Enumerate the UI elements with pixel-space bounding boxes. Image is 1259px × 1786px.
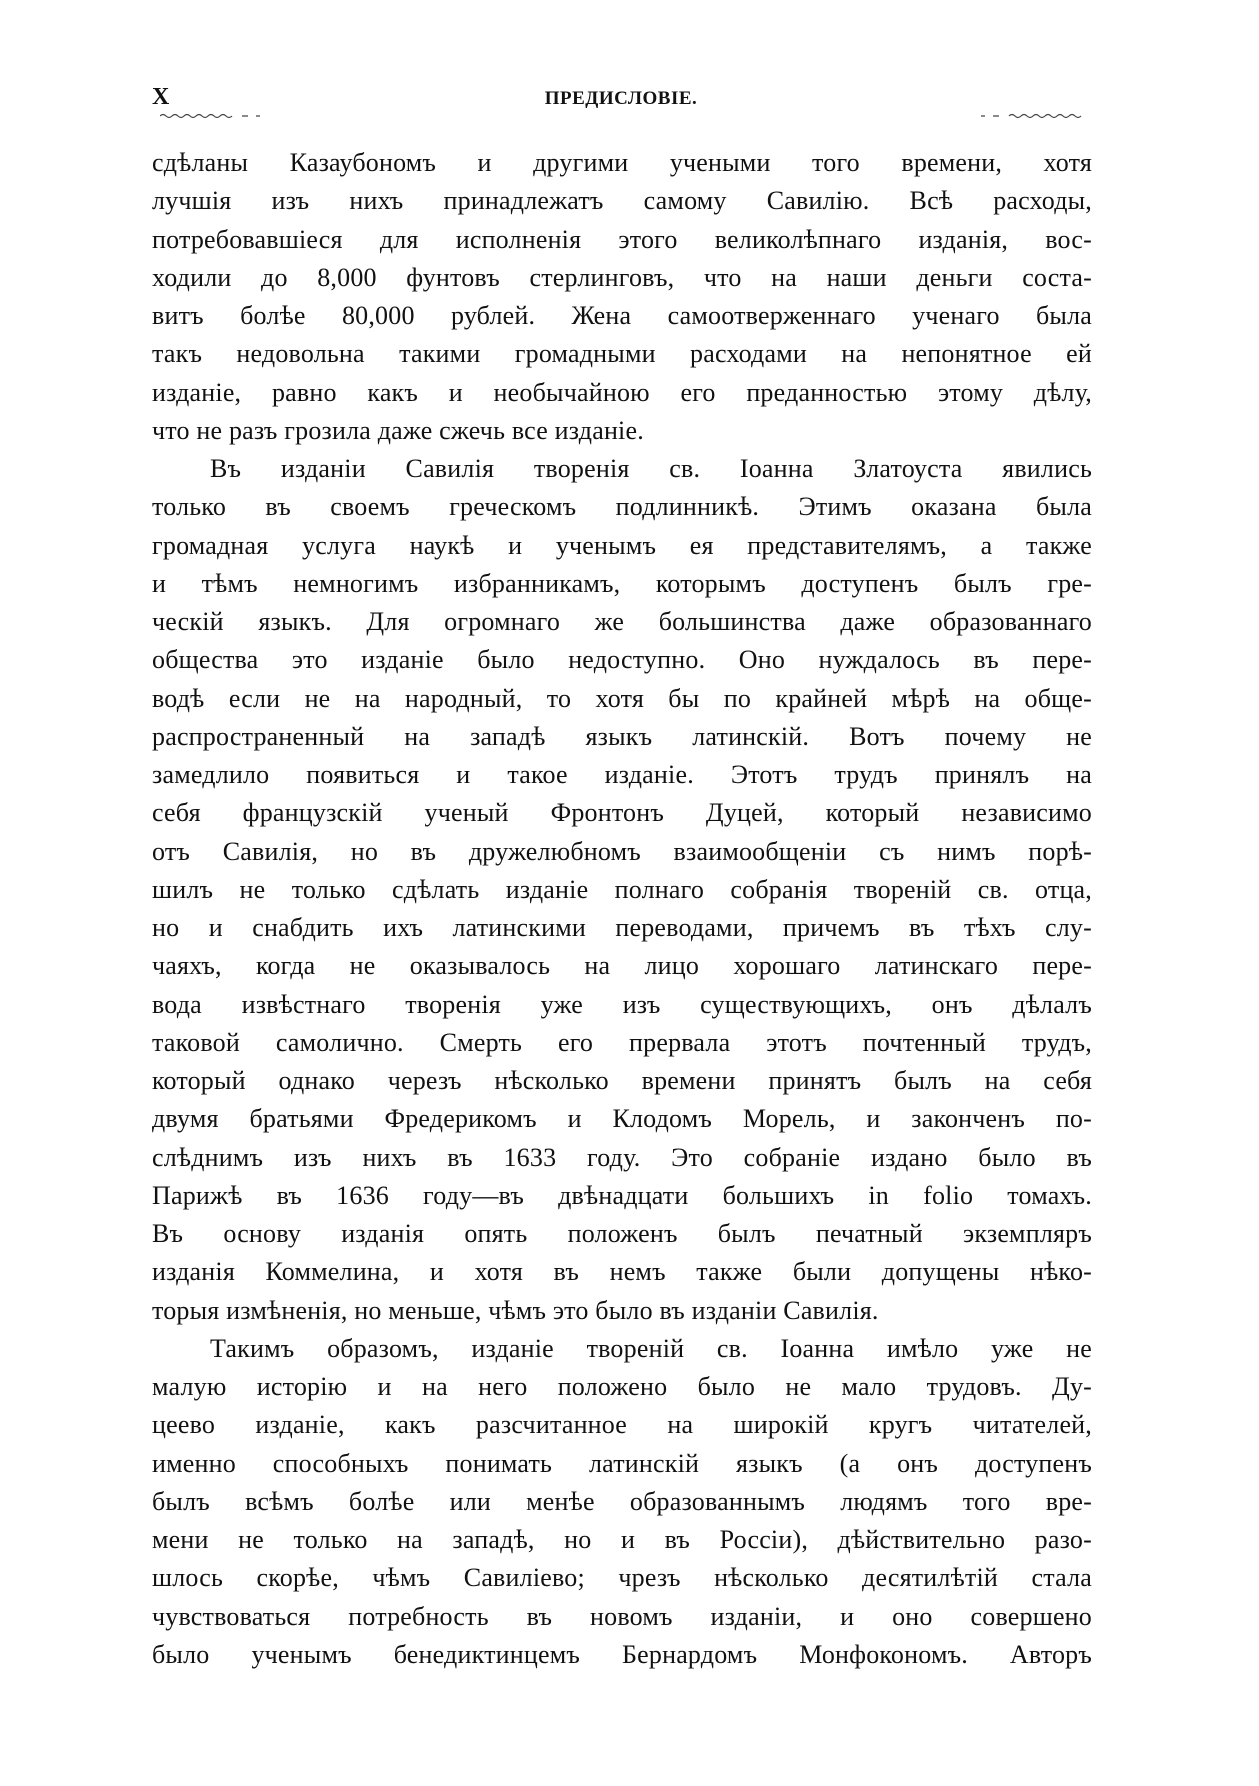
text-line: распространенный на западѣ языкъ латинскій. Вотъ почему не [152, 721, 1092, 751]
text-line: вода извѣстнаго творенія уже изъ существующихъ, онъ дѣлалъ [152, 989, 1092, 1019]
text-line: но и снабдить ихъ латинскими переводами, причемъ въ тѣхъ слу- [152, 913, 1092, 942]
header-rule-left [160, 112, 270, 120]
text-line: мени не только на западѣ, но и въ Россіи), дѣйствительно разо- [152, 1525, 1092, 1554]
text-line: который однако черезъ нѣсколько времени принятъ былъ на себя [152, 1066, 1092, 1095]
page-number: X [152, 84, 170, 110]
text-line: только въ своемъ греческомъ подлинникѣ. Этимъ оказана была [152, 492, 1092, 522]
text-line: что не разъ грозила даже сжечь все изданіе. [152, 415, 644, 445]
text-line: изданіе, равно какъ и необычайною его преданностью этому дѣлу, [152, 377, 1092, 407]
text-line: замедлило появиться и такое изданіе. Этотъ трудъ принялъ на [152, 760, 1092, 789]
text-line: именно способныхъ понимать латинскій языкъ (а онъ доступенъ [152, 1448, 1092, 1478]
text-line: было ученымъ бенедиктинцемъ Бернардомъ Монфокономъ. Авторъ [152, 1639, 1092, 1669]
text-line: громадная услуга наукѣ и ученымъ ея представителямъ, а также [152, 530, 1092, 560]
text-line: чувствоваться потребность въ новомъ изданіи, и оно совершено [152, 1601, 1092, 1631]
text-line: такъ недовольна такими громадными расходами на непонятное ей [152, 339, 1092, 369]
text-line: двумя братьями Фредерикомъ и Клодомъ Морель, и законченъ по- [152, 1104, 1092, 1134]
text-line: общества это изданіе было недоступно. Оно нуждалось въ пере- [152, 645, 1092, 675]
text-line: таковой самолично. Смерть его прервала этотъ почтенный трудъ, [152, 1027, 1092, 1057]
text-line: чаяхъ, когда не оказывалось на лицо хорошаго латинскаго пере- [152, 951, 1092, 981]
header-rule-right [975, 112, 1085, 120]
text-line: Такимъ образомъ, изданіе твореній св. Іоанна имѣло уже не [210, 1333, 1092, 1363]
text-line: шилъ не только сдѣлать изданіе полнаго собранія твореній св. отца, [152, 874, 1092, 904]
text-line: былъ всѣмъ болѣе или менѣе образованнымъ людямъ того вре- [152, 1486, 1092, 1516]
text-line: себя французскій ученый Фронтонъ Дуцей, который независимо [152, 798, 1092, 828]
text-line: Въ изданіи Савилія творенія св. Іоанна Златоуста явились [210, 454, 1092, 483]
text-line: торыя измѣненія, но меньше, чѣмъ это было въ изданіи Савилія. [152, 1295, 879, 1325]
text-line: изданія Коммелина, и хотя въ немъ также были допущены нѣко- [152, 1257, 1092, 1287]
text-line: сдѣланы Казаубономъ и другими учеными того времени, хотя [152, 148, 1092, 177]
text-line: Въ основу изданія опять положенъ былъ печатный экземпляръ [152, 1219, 1092, 1248]
page-header [152, 78, 1090, 118]
text-line: лучшія изъ нихъ принадлежатъ самому Савилію. Всѣ расходы, [152, 186, 1092, 216]
text-line: отъ Савилія, но въ дружелюбномъ взаимообщеніи съ нимъ порѣ- [152, 836, 1092, 866]
text-line: ческій языкъ. Для огромнаго же большинства даже образованнаго [152, 607, 1092, 636]
text-line: цеево изданіе, какъ разсчитанное на широкій кругъ читателей, [152, 1410, 1092, 1440]
text-line: слѣднимъ изъ нихъ въ 1633 году. Это собраніе издано было въ [152, 1142, 1092, 1172]
text-line: потребовавшіеся для исполненія этого великолѣпнаго изданія, вос- [152, 224, 1092, 254]
text-line: ходили до 8,000 фунтовъ стерлинговъ, что на наши деньги соста- [152, 262, 1092, 292]
body-text [152, 144, 1092, 1674]
text-line: шлось скорѣе, чѣмъ Савиліево; чрезъ нѣсколько десятилѣтій стала [152, 1563, 1092, 1593]
running-title: ПРЕДИСЛОВІЕ. [544, 88, 698, 109]
text-line: малую исторію и на него положено было не мало трудовъ. Ду- [152, 1372, 1092, 1401]
text-line: водѣ если не на народный, то хотя бы по крайней мѣрѣ на обще- [152, 683, 1092, 713]
text-line: витъ болѣе 80,000 рублей. Жена самоотверженнаго ученаго была [152, 301, 1092, 330]
text-line: Парижѣ въ 1636 году—въ двѣнадцати большихъ in folio томахъ. [152, 1180, 1092, 1210]
text-line: и тѣмъ немногимъ избранникамъ, которымъ доступенъ былъ гре- [152, 568, 1092, 598]
